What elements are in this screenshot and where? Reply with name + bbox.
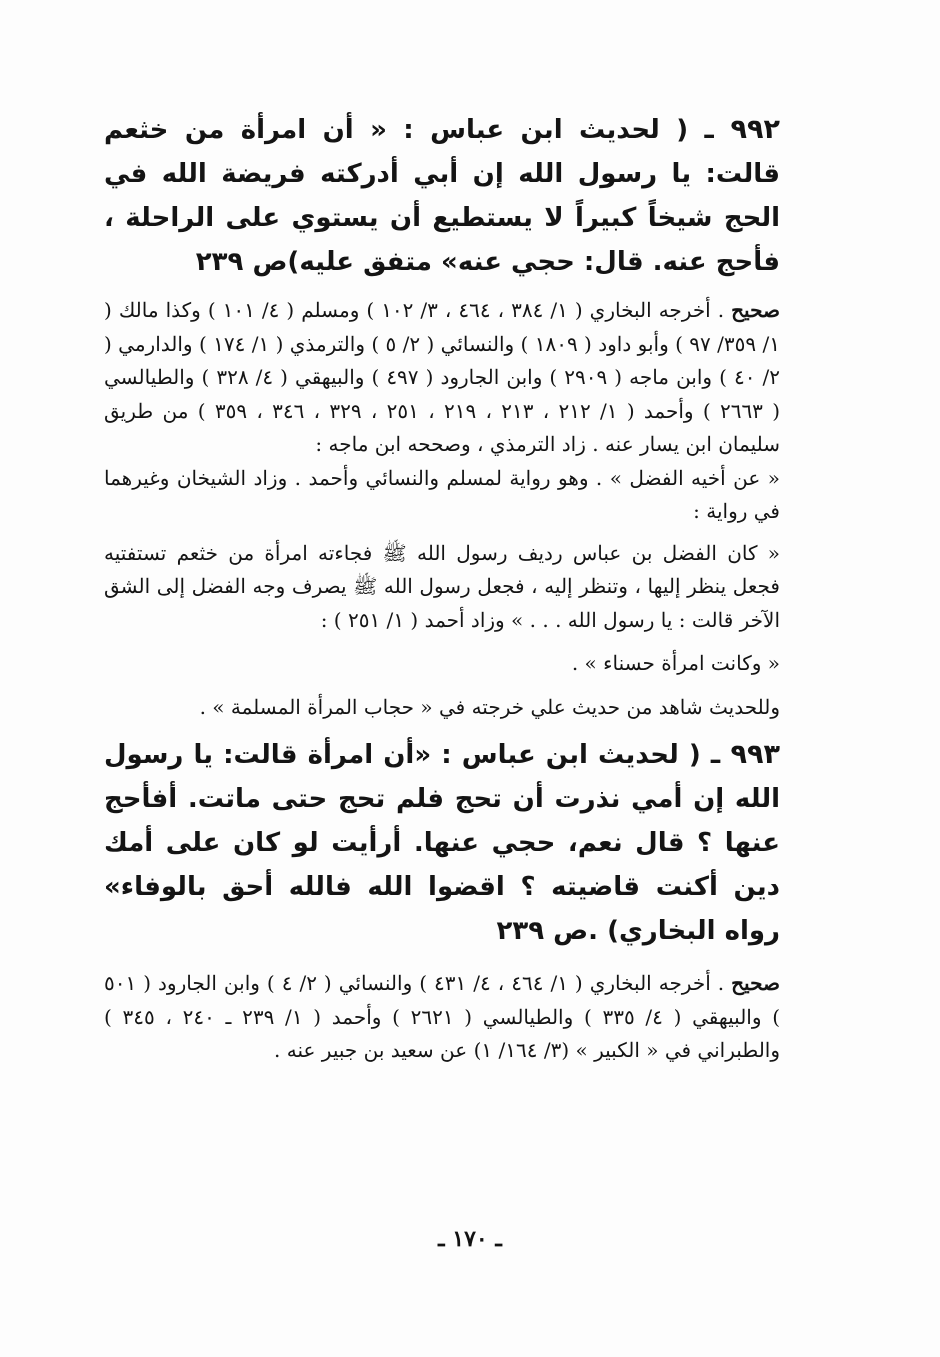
takhrij-text: . أخرجه البخاري ( ١/ ٤٦٤ ، ٤/ ٤٣١ ) والنسائي ( ٢/ ٤ ) وابن الجارود ( ٥٠١ ) والبيهقي ( ٤/ ٣٣٥ ) والطيالسي ( ٢٦٢١ ) وأحمد ( ١/ ٢٣٩ ـ ٢٤٠ ، ٣٤٥ ) والطبراني في « الكبير » (٣/ ١٦٤/ ١) عن سعيد بن جبير عنه . (104, 971, 781, 1062)
hadith-992 (104, 108, 780, 284)
note-hasna: « وكانت امرأة حسناء » . (571, 651, 780, 675)
page-body (104, 108, 780, 1068)
note-shahid: وللحديث شاهد من حديث علي خرجته في « حجاب المرأة المسلمة » . (199, 695, 780, 719)
page-number: ـ ١٧٠ ـ (438, 1226, 502, 1252)
grade-label: صحيح (731, 298, 780, 322)
hadith-993 (104, 733, 780, 953)
takhrij-text: . أخرجه البخاري ( ١/ ٣٨٤ ، ٤٦٤ ، ٣/ ١٠٢ ) ومسلم ( ٤/ ١٠١ ) وكذا مالك ( ١/ ٣٥٩/ ٩٧ ) وأبو داود ( ١٨٠٩ ) والنسائي ( ٢/ ٥ ) والترمذي ( ١/ ١٧٤ ) والدارمي ( ٢/ ٤٠ ) وابن ماجه ( ٢٩٠٩ ) وابن الجارود ( ٤٩٧ ) والبيهقي ( ٤/ ٣٢٨ ) والطيالسي ( ٢٦٦٣ ) وأحمد ( ١/ ٢١٢ ، ٢١٣ ، ٢١٩ ، ٢٥١ ، ٣٢٩ ، ٣٤٦ ، ٣٥٩ ) من طريق سليمان ابن يسار عنه . زاد الترمذي ، وصححه ابن ماجه : (104, 298, 781, 456)
hadith-number: ٩٩٢ ـ (704, 114, 780, 145)
note-brother: « عن أخيه الفضل » . وهو رواية لمسلم والنسائي وأحمد . وزاد الشيخان وغيرهما في رواية : (104, 465, 780, 523)
note-fadl: « كان الفضل بن عباس رديف رسول الله ﷺ فجاءته امرأة من خثعم تستفتيه فجعل ينظر إليها ، وتنظر إليه ، فجعل رسول الله ﷺ يصرف وجه الفضل إلى الشق الآخر قالت : يا رسول الله . . . » وزاد أحمد ( ١/ ٢٥١ ) : (104, 540, 780, 632)
takhrij-992 (104, 294, 780, 462)
takhrij-993 (104, 967, 780, 1068)
hadith-text: ( لحديث ابن عباس : «أن امرأة قالت: يا رسول الله إن أمي نذرت أن تحج فلم تحج حتى ماتت. أفأحج عنها ؟ قال نعم، حجي عنها. أرأيت لو كان على أمك دين أكنت قاضيته ؟ اقضوا الله فالله أحق بالوفاء» رواه البخاري) .ص ٢٣٩ (104, 740, 780, 946)
hadith-text: ( لحديث ابن عباس : « أن امرأة من خثعم قالت: يا رسول الله إن أبي أدركته فريضة الله في الحج شيخاً كبيراً لا يستطيع أن يستوي على الراحلة ، فأحج عنه. قال: حجي عنه» متفق عليه)ص ٢٣٩ (104, 115, 780, 277)
grade-label: صحيح (731, 971, 780, 995)
hadith-number: ٩٩٣ ـ (710, 739, 780, 770)
